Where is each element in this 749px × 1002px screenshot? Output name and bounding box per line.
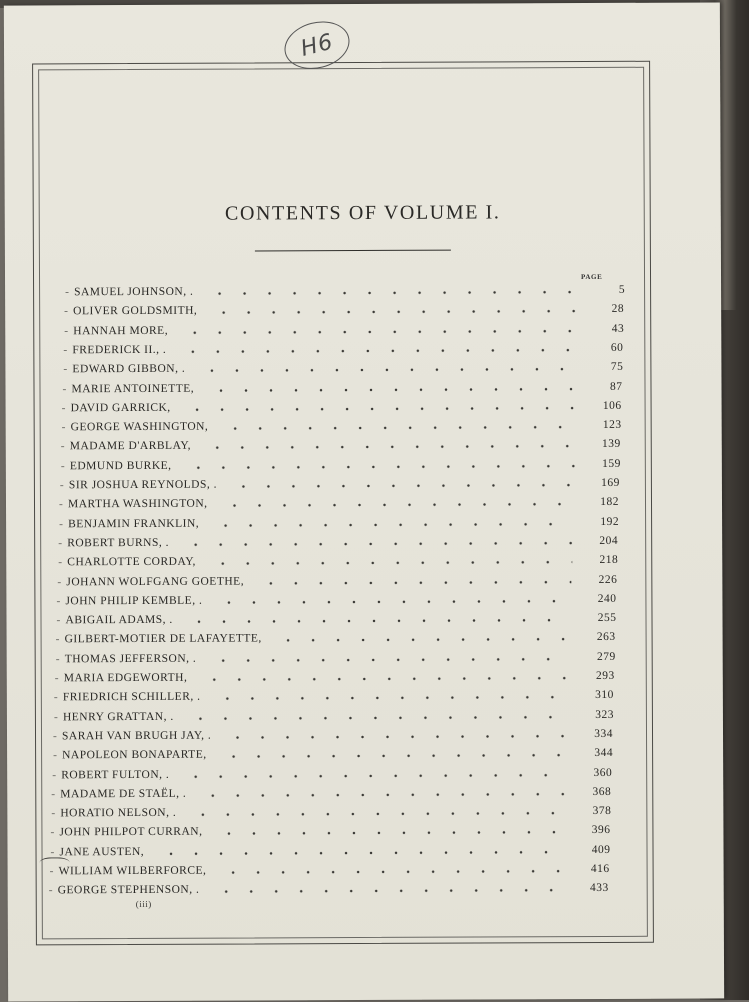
entry-page-number: 240 — [597, 592, 617, 605]
entry-page-number: 334 — [594, 727, 614, 740]
entry-page-number: 226 — [598, 573, 618, 586]
entry-name: HENRY GRATTAN, . — [62, 710, 174, 723]
entry-name: WILLIAM WILBERFORCE, — [58, 864, 207, 878]
entry-page-number: 5 — [618, 283, 626, 296]
entry-page-number: 396 — [591, 824, 611, 837]
toc-entry — [62, 419, 622, 439]
entry-page-number: 159 — [602, 457, 621, 470]
entry-tick-mark: - — [53, 749, 58, 762]
entry-name: EDWARD GIBBON, . — [72, 362, 186, 376]
entry-name: MARIA EDGEWORTH, — [63, 671, 188, 685]
pencil-annotation-text: H6 — [298, 29, 336, 62]
leader-dots — [207, 290, 579, 296]
toc-entry — [64, 303, 624, 323]
leader-dots — [217, 831, 565, 837]
toc-entry — [54, 709, 614, 729]
entry-tick-mark: - — [55, 653, 61, 666]
toc-entry — [58, 535, 618, 555]
entry-page-number: 263 — [596, 631, 616, 644]
leader-dots — [215, 695, 568, 701]
entry-tick-mark: - — [64, 324, 69, 337]
toc-entry — [56, 593, 616, 613]
entry-tick-mark: - — [57, 575, 62, 588]
entry-tick-mark: - — [58, 537, 63, 550]
leader-dots — [210, 657, 569, 663]
entry-name: DAVID GARRICK, — [70, 401, 171, 415]
leader-dots — [183, 541, 572, 547]
leader-dots — [213, 888, 562, 894]
leader-dots — [186, 464, 575, 470]
entry-page-number: 416 — [590, 862, 610, 876]
entry-page-number: 123 — [602, 418, 622, 432]
leader-dots — [188, 715, 568, 721]
leader-dots — [231, 483, 574, 488]
leader-dots — [185, 406, 576, 412]
entry-tick-mark: - — [56, 595, 61, 608]
toc-entry — [49, 882, 609, 902]
entry-tick-mark: - — [64, 305, 69, 318]
entry-name: JOHANN WOLFGANG GOETHE, — [66, 575, 245, 588]
entry-name: NAPOLEON BONAPARTE, — [62, 748, 207, 762]
entry-tick-mark: - — [63, 363, 68, 376]
entry-name: MARTHA WASHINGTON, — [67, 497, 208, 511]
leader-dots — [200, 792, 565, 798]
leader-dots — [210, 560, 572, 566]
entry-name: FREDERICK II., . — [72, 343, 167, 357]
leader-dots — [221, 753, 567, 759]
entry-tick-mark: - — [59, 479, 65, 492]
page-column-heading: PAGE — [581, 272, 603, 282]
toc-entry — [59, 515, 619, 535]
toc-entry — [63, 361, 623, 381]
leader-dots — [180, 348, 577, 354]
entry-page-number: 360 — [593, 766, 613, 779]
entry-name: JOHN PHILPOT CURRAN, — [59, 826, 203, 839]
entry-tick-mark: - — [56, 614, 61, 627]
entry-tick-mark: - — [59, 517, 64, 530]
entry-page-number: 106 — [602, 399, 622, 412]
entry-name: THOMAS JEFFERSON, . — [64, 652, 197, 665]
entry-tick-mark: - — [55, 633, 60, 646]
entry-name: GEORGE STEPHENSON, . — [57, 884, 200, 897]
entry-page-number: 344 — [594, 747, 614, 760]
toc-entry — [54, 689, 614, 709]
entry-tick-mark: - — [65, 286, 70, 299]
entry-page-number: 310 — [595, 689, 614, 702]
entry-tick-mark: - — [48, 884, 54, 897]
entry-name: MADAME DE STAËL, . — [60, 787, 187, 801]
folio-number: (iii) — [135, 898, 152, 909]
toc-entry — [52, 766, 612, 786]
entry-page-number: 192 — [600, 515, 620, 528]
toc-entry — [59, 496, 619, 516]
entry-page-number: 293 — [595, 669, 615, 682]
leader-dots — [216, 599, 570, 605]
entry-page-number: 204 — [599, 534, 619, 547]
toc-entry — [50, 824, 610, 844]
entry-name: MADAME D'ARBLAY, — [69, 440, 192, 453]
toc-entry — [55, 670, 615, 690]
leader-dots — [158, 850, 564, 856]
entry-name: HORATIO NELSON, . — [60, 806, 177, 820]
toc-entry — [56, 651, 616, 671]
entry-name: MARIE ANTOINETTE, — [71, 382, 195, 395]
entry-page-number: 28 — [611, 303, 625, 316]
entry-tick-mark: - — [49, 865, 54, 878]
leader-dots — [225, 734, 567, 739]
margin-pencil-mark — [40, 857, 70, 870]
entry-tick-mark: - — [51, 788, 56, 801]
entry-page-number: 409 — [591, 843, 611, 856]
entry-page-number: 60 — [610, 341, 624, 354]
toc-entry — [61, 458, 621, 478]
toc-entry — [62, 400, 622, 420]
toc-entry — [58, 554, 618, 574]
toc-entry — [51, 786, 611, 806]
entry-tick-mark: - — [53, 691, 59, 704]
toc-entry — [61, 438, 621, 458]
entry-tick-mark: - — [50, 826, 55, 839]
leader-dots — [205, 444, 575, 450]
entry-name: ROBERT FULTON, . — [61, 768, 170, 781]
entry-tick-mark: - — [61, 421, 67, 434]
book-page — [4, 2, 724, 1001]
toc-entry — [65, 284, 625, 304]
entry-tick-mark: - — [52, 730, 58, 743]
entry-page-number: 255 — [597, 611, 617, 625]
leader-dots — [183, 773, 566, 779]
leader-dots — [201, 676, 568, 682]
entry-name: HANNAH MORE, — [73, 324, 169, 337]
entry-page-number: 279 — [596, 650, 616, 663]
entry-name: EDMUND BURKE, — [69, 459, 172, 472]
entry-page-number: 87 — [609, 380, 623, 393]
entry-tick-mark: - — [60, 440, 66, 453]
entry-name: SIR JOSHUA REYNOLDS, . — [68, 478, 218, 492]
toc-entry — [51, 805, 611, 825]
leader-dots — [222, 502, 573, 508]
leader-dots — [211, 309, 578, 315]
entry-page-number: 169 — [601, 476, 620, 489]
toc-entry — [50, 844, 610, 864]
toc-entry — [56, 612, 616, 632]
page-title: CONTENTS OF VOLUME I. — [224, 201, 501, 225]
toc-entry — [64, 322, 624, 342]
toc-entry — [53, 728, 613, 748]
toc-entry — [62, 380, 622, 400]
leader-dots — [182, 329, 578, 335]
entry-name: GILBERT-MOTIER DE LAFAYETTE, — [64, 632, 262, 646]
entry-tick-mark: - — [60, 459, 66, 473]
entry-name: ABIGAIL ADAMS, . — [65, 613, 173, 627]
entry-tick-mark: - — [58, 556, 63, 569]
toc-entry — [57, 573, 617, 593]
entry-tick-mark: - — [61, 402, 66, 415]
entry-page-number: 75 — [610, 361, 624, 374]
leader-dots — [213, 522, 573, 528]
entry-name: BENJAMIN FRANKLIN, — [68, 517, 200, 530]
toc-entry — [60, 477, 620, 497]
leader-dots — [258, 580, 571, 585]
entry-name: JOHN PHILIP KEMBLE, . — [65, 594, 203, 608]
entry-tick-mark: - — [54, 672, 60, 685]
entry-page-number: 43 — [611, 322, 625, 335]
leader-dots — [199, 367, 577, 373]
entry-tick-mark: - — [63, 344, 68, 357]
entry-name: OLIVER GOLDSMITH, — [73, 305, 198, 318]
entry-name: ROBERT BURNS, . — [67, 536, 170, 550]
entry-page-number: 218 — [599, 554, 619, 567]
entry-page-number: 139 — [601, 438, 621, 451]
toc-entry — [63, 342, 623, 362]
entry-page-number: 378 — [592, 805, 612, 818]
entry-page-number: 368 — [592, 785, 612, 798]
leader-dots — [208, 387, 576, 393]
entry-name: SAMUEL JOHNSON, . — [74, 285, 194, 299]
entry-name: JANE AUSTEN, — [59, 845, 145, 859]
entry-name: FRIEDRICH SCHILLER, . — [62, 691, 201, 704]
entry-name: CHARLOTTE CORDAY, — [67, 555, 196, 569]
entry-tick-mark: - — [62, 382, 67, 395]
toc-entry — [50, 863, 610, 883]
entry-tick-mark: - — [52, 768, 57, 781]
entry-name: GEORGE WASHINGTON, — [70, 420, 209, 434]
entry-tick-mark: - — [53, 710, 59, 723]
leader-dots — [190, 811, 565, 817]
entry-tick-mark: - — [58, 498, 64, 511]
entry-page-number: 433 — [589, 882, 609, 895]
entry-page-number: 182 — [600, 496, 620, 509]
entry-name: SARAH VAN BRUGH JAY, . — [61, 729, 212, 743]
leader-dots — [220, 869, 563, 874]
leader-dots — [187, 618, 571, 624]
entry-tick-mark: - — [50, 846, 55, 859]
leader-dots — [276, 637, 570, 642]
entry-page-number: 323 — [595, 708, 614, 721]
toc-entry — [53, 747, 613, 767]
leader-dots — [222, 425, 575, 431]
toc-entry — [56, 631, 616, 651]
entry-tick-mark: - — [51, 807, 56, 820]
